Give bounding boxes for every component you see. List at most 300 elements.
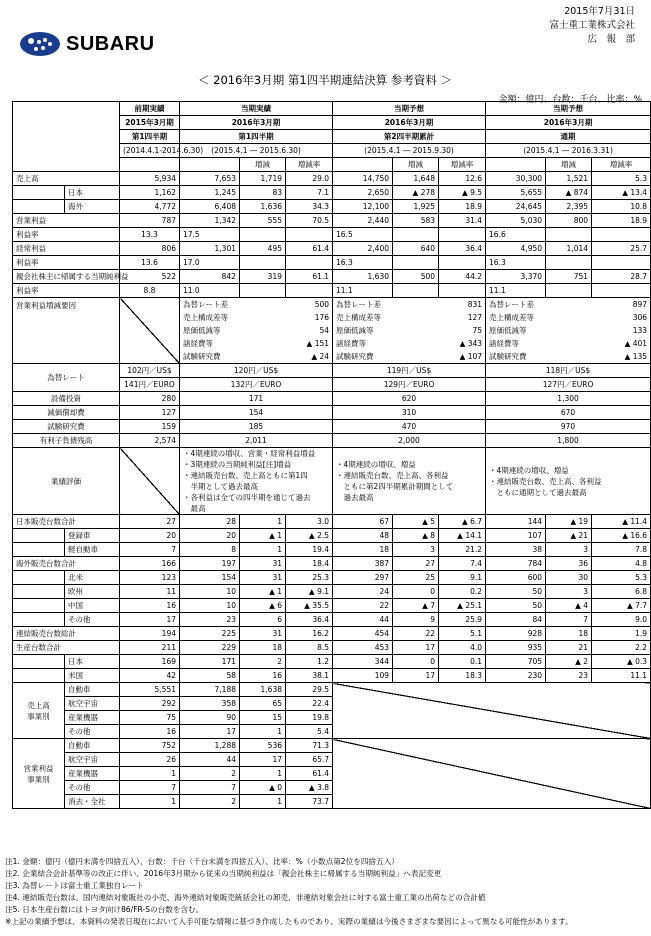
value-cell: 36 [546, 557, 592, 571]
value-cell: 19.4 [286, 543, 333, 557]
factor-item [336, 299, 482, 310]
table-row [13, 256, 651, 270]
factor-item [183, 312, 329, 323]
row-label: 海外販売台数合計 [13, 557, 120, 571]
factor-item [489, 351, 647, 362]
table-cell [592, 228, 651, 242]
note-1: 注1. 金額：億円（億円未満を四捨五入）、台数：千台（千台未満を四捨五入）、比率：%（小数点第2位を四捨五入） [5, 857, 399, 866]
value-cell: 800 [546, 214, 592, 228]
col-prev-title: 前期実績 [120, 102, 180, 116]
value-cell: ▲ 5 [393, 515, 439, 529]
doc-date: 2015年7月31日 [564, 6, 635, 17]
value-cell: 1 [120, 795, 180, 809]
value-cell: 31 [240, 571, 286, 585]
value-cell: 536 [240, 739, 286, 753]
value-cell: 71.3 [286, 739, 333, 753]
results-table [12, 101, 651, 809]
row-label: 有利子負債残高 [13, 434, 120, 448]
value-cell: 24,645 [486, 200, 546, 214]
value-cell: 144 [486, 515, 546, 529]
value-cell: ▲ 9.5 [439, 186, 486, 200]
value-cell: 1 [240, 725, 286, 739]
value-cell: 4,772 [120, 200, 180, 214]
value-cell: 123 [120, 571, 180, 585]
value-cell: 670 [486, 406, 651, 420]
value-cell: 555 [240, 214, 286, 228]
col-fc-fy-year: 2016年3月期 [486, 116, 651, 130]
value-cell: 17 [120, 613, 180, 627]
fx-value: 120円／US$ [180, 364, 333, 378]
value-cell: ▲ 2.5 [286, 529, 333, 543]
value-cell: 16 [120, 599, 180, 613]
value-cell: 5,030 [486, 214, 546, 228]
segment-label-line: 事業別 [27, 711, 50, 721]
col-prev-dates: (2014.4.1-2014.6.30) [120, 144, 180, 158]
value-cell: 2,650 [333, 186, 393, 200]
value-cell: 3 [546, 543, 592, 557]
value-cell: 14,750 [333, 172, 393, 186]
value-cell: 4.0 [439, 641, 486, 655]
value-cell: 154 [180, 571, 240, 585]
value-cell: 1 [120, 767, 180, 781]
value-cell: 7.1 [286, 186, 333, 200]
footnotes [5, 856, 645, 928]
table-cell [286, 256, 333, 270]
value-cell: 7 [546, 613, 592, 627]
value-cell: 1,162 [120, 186, 180, 200]
factor-cell [180, 311, 333, 324]
factor-value: ▲ 401 [624, 339, 648, 348]
value-cell: 27 [120, 515, 180, 529]
value-cell: 4.8 [592, 557, 651, 571]
row-label: 利益率 [13, 284, 120, 298]
value-cell: 10.8 [592, 200, 651, 214]
table-cell [180, 158, 240, 172]
row-label: その他 [65, 613, 120, 627]
value-cell: 1,638 [240, 683, 286, 697]
factor-label: 為替レート差 [183, 300, 228, 309]
value-cell: 27 [393, 557, 439, 571]
value-cell: 22 [393, 627, 439, 641]
value-cell: ▲ 0 [240, 781, 286, 795]
rate-header: 増減率 [592, 158, 651, 172]
value-cell: 16.5 [333, 228, 393, 242]
row-label: 消去・全社 [65, 795, 120, 809]
factor-item [489, 338, 647, 349]
value-cell: 387 [333, 557, 393, 571]
factor-cell [180, 350, 333, 364]
factor-value: 500 [314, 300, 330, 309]
brand-wordmark: SUBARU [66, 32, 155, 55]
value-cell: 67 [333, 515, 393, 529]
value-cell: 38 [486, 543, 546, 557]
value-cell: 2 [180, 795, 240, 809]
col-fc-fy-period: 通期 [486, 130, 651, 144]
value-cell: 70.5 [286, 214, 333, 228]
factor-value: 176 [314, 313, 330, 322]
segment-label-line: 事業別 [27, 774, 50, 784]
row-label: 利益率 [13, 228, 120, 242]
factor-value: 75 [472, 326, 483, 335]
value-cell: 6 [240, 613, 286, 627]
value-cell: 197 [180, 557, 240, 571]
rate-header: 増減率 [286, 158, 333, 172]
segment-label-line: 売上高 [27, 700, 50, 710]
fx-value: 132円／EURO [180, 378, 333, 392]
value-cell: 11.1 [486, 284, 546, 298]
value-cell: 11.0 [180, 284, 240, 298]
factor-label: 為替レート差 [336, 300, 382, 309]
value-cell: 17 [180, 725, 240, 739]
value-cell: 620 [333, 392, 486, 406]
value-cell: 806 [120, 242, 180, 256]
factor-label: 売上構成差等 [183, 313, 228, 322]
value-cell: 20 [180, 529, 240, 543]
value-cell: ▲ 13.4 [592, 186, 651, 200]
note-4: 注4. 連結販売台数は、国内連結対象販社の小売、海外連結対象販売統括会社の卸売、非連結対象会社に対する富士重工業の出荷などの合計値 [5, 893, 486, 902]
value-cell: 3,370 [486, 270, 546, 284]
row-label: 連結販売台数総計 [13, 627, 120, 641]
col-fc-fy-title: 当期予想 [486, 102, 651, 116]
table-cell [240, 284, 286, 298]
value-cell: ▲ 1 [240, 529, 286, 543]
value-cell: 0 [393, 655, 439, 669]
value-cell: ▲ 7 [393, 599, 439, 613]
row-label: 航空宇宙 [65, 697, 120, 711]
value-cell: 1,301 [180, 242, 240, 256]
units-note: 金額：億円、台数：千台、比率：% [498, 95, 642, 105]
value-cell: 211 [120, 641, 180, 655]
value-cell: ▲ 11.4 [592, 515, 651, 529]
value-cell: 0.1 [439, 655, 486, 669]
table-row [13, 641, 651, 655]
table-row [13, 448, 651, 515]
col-fc-h1-year: 2016年3月期 [333, 116, 486, 130]
value-cell: 30,300 [486, 172, 546, 186]
fx-value: 141円／EURO [120, 378, 180, 392]
table-row [13, 683, 651, 697]
diff-header: 増減 [240, 158, 286, 172]
value-cell: 583 [393, 214, 439, 228]
value-cell: 50 [486, 599, 546, 613]
value-cell: ▲ 1 [240, 585, 286, 599]
value-cell: 8 [180, 543, 240, 557]
table-cell [13, 529, 65, 543]
value-cell: ▲ 21 [546, 529, 592, 543]
value-cell: 3 [393, 543, 439, 557]
row-label: 産業機器 [65, 767, 120, 781]
value-cell: 18.4 [286, 557, 333, 571]
table-cell [13, 186, 65, 200]
table-row [13, 669, 651, 683]
value-cell: 16.3 [486, 256, 546, 270]
row-label: 軽自動車 [65, 543, 120, 557]
value-cell: 84 [486, 613, 546, 627]
segment-label-line: 営業利益 [23, 763, 54, 773]
value-cell: ▲ 2 [546, 655, 592, 669]
factor-label: 売上構成差等 [336, 313, 382, 322]
factor-cell [333, 298, 486, 312]
factor-value: 897 [632, 300, 648, 309]
value-cell: 19.8 [286, 711, 333, 725]
value-cell: 7,188 [180, 683, 240, 697]
row-label: 登録車 [65, 529, 120, 543]
value-cell: 30 [546, 571, 592, 585]
value-cell: 7,653 [180, 172, 240, 186]
factor-value: 127 [467, 313, 483, 322]
col-actual-dates: (2015.4.1 ― 2015.6.30) [180, 144, 333, 158]
row-label: 海外 [65, 200, 120, 214]
value-cell: 752 [120, 739, 180, 753]
value-cell: 34.3 [286, 200, 333, 214]
value-cell: 5.1 [439, 627, 486, 641]
value-cell: 7.4 [439, 557, 486, 571]
table-row [13, 529, 651, 543]
subaru-logo [20, 32, 155, 56]
value-cell: 6.8 [592, 585, 651, 599]
value-cell: 17.5 [180, 228, 240, 242]
fx-value: 119円／US$ [333, 364, 486, 378]
note-5: 注5. 日本生産台数にはトヨタ向け86/FR-Sの台数を含む。 [5, 905, 204, 914]
row-label: 経常利益 [13, 242, 120, 256]
value-cell: 0.2 [439, 585, 486, 599]
value-cell: 17.0 [180, 256, 240, 270]
value-cell: 5,655 [486, 186, 546, 200]
value-cell: 166 [120, 557, 180, 571]
value-cell: 16 [120, 725, 180, 739]
factor-value: ▲ 151 [306, 339, 330, 348]
table-cell [393, 228, 439, 242]
value-cell: 7.8 [592, 543, 651, 557]
value-cell: 3 [546, 585, 592, 599]
value-cell: 2 [180, 767, 240, 781]
table-row [13, 364, 651, 378]
table-row [13, 102, 651, 116]
value-cell: 9 [393, 613, 439, 627]
factor-value: ▲ 343 [459, 339, 483, 348]
value-cell: 159 [120, 420, 180, 434]
table-row [13, 557, 651, 571]
table-row [13, 284, 651, 298]
factor-value: 831 [467, 300, 483, 309]
factor-cell [486, 298, 651, 312]
value-cell: ▲ 19 [546, 515, 592, 529]
row-label: 設備投資 [13, 392, 120, 406]
value-cell: 17 [240, 753, 286, 767]
value-cell: 470 [333, 420, 486, 434]
col-fc-h1-title: 当期予想 [333, 102, 486, 116]
value-cell: 1,300 [486, 392, 651, 406]
diagonal-cell [333, 739, 651, 809]
value-cell: ▲ 3.8 [286, 781, 333, 795]
value-cell: 842 [180, 270, 240, 284]
table-cell [13, 655, 65, 669]
table-cell [120, 158, 180, 172]
value-cell: 292 [120, 697, 180, 711]
factor-value: 306 [632, 313, 648, 322]
factor-value: ▲ 135 [624, 352, 648, 361]
table-cell [240, 256, 286, 270]
row-label: その他 [65, 725, 120, 739]
factor-item [183, 338, 329, 349]
value-cell: 1,245 [180, 186, 240, 200]
col-fc-h1-dates: (2015.4.1 ― 2015.9.30) [333, 144, 486, 158]
value-cell: 787 [120, 214, 180, 228]
factor-label: 試験研究費 [183, 352, 221, 361]
value-cell: 5.4 [286, 725, 333, 739]
value-cell: 25.7 [592, 242, 651, 256]
value-cell: 928 [486, 627, 546, 641]
value-cell: 0 [393, 585, 439, 599]
factor-label: 原価低減等 [336, 326, 374, 335]
factor-item [183, 351, 329, 362]
value-cell: 1,521 [546, 172, 592, 186]
value-cell: 28.7 [592, 270, 651, 284]
value-cell: 61.4 [286, 767, 333, 781]
value-cell: 16.2 [286, 627, 333, 641]
diagonal-cell [333, 683, 651, 739]
value-cell: 1 [240, 767, 286, 781]
diagonal-cell [120, 298, 180, 364]
factor-cell [180, 324, 333, 337]
table-cell [13, 613, 65, 627]
value-cell: 280 [120, 392, 180, 406]
value-cell: 5,934 [120, 172, 180, 186]
header-blank [13, 102, 120, 172]
value-cell: 109 [333, 669, 393, 683]
value-cell: 12.6 [439, 172, 486, 186]
value-cell: 935 [486, 641, 546, 655]
value-cell: 26 [120, 753, 180, 767]
factor-label: 原価低減等 [183, 326, 221, 335]
value-cell: 970 [486, 420, 651, 434]
table-cell [286, 228, 333, 242]
value-cell: 319 [240, 270, 286, 284]
value-cell: 5,551 [120, 683, 180, 697]
factor-item [489, 325, 647, 336]
value-cell: 297 [333, 571, 393, 585]
value-cell: 31.4 [439, 214, 486, 228]
table-row [13, 270, 651, 284]
document-header [0, 0, 650, 105]
value-cell: 18.3 [439, 669, 486, 683]
table-row [13, 406, 651, 420]
factor-cell [333, 350, 486, 364]
value-cell: 1,719 [240, 172, 286, 186]
table-cell [439, 228, 486, 242]
diagonal-cell [120, 448, 180, 515]
factor-label: 諸経費等 [336, 339, 367, 348]
value-cell: 44.2 [439, 270, 486, 284]
value-cell: 21 [546, 641, 592, 655]
rate-header: 増減率 [439, 158, 486, 172]
table-cell [286, 284, 333, 298]
value-cell: 21.2 [439, 543, 486, 557]
table-row [13, 627, 651, 641]
value-cell: 6,408 [180, 200, 240, 214]
fx-value: 102円／US$ [120, 364, 180, 378]
value-cell: ▲ 278 [393, 186, 439, 200]
factor-cell [333, 324, 486, 337]
table-cell [13, 543, 65, 557]
value-cell: 1,800 [486, 434, 651, 448]
table-cell [13, 585, 65, 599]
value-cell: 453 [333, 641, 393, 655]
value-cell: 25 [393, 571, 439, 585]
value-cell: 10 [180, 585, 240, 599]
factor-cell [486, 350, 651, 364]
segment-label [13, 683, 65, 739]
value-cell: 230 [486, 669, 546, 683]
value-cell: 171 [180, 392, 333, 406]
factor-label: 諸経費等 [183, 339, 213, 348]
factor-cell [333, 337, 486, 350]
doc-title: ＜ 2016年3月期 第1四半期連結決算 参考資料 ＞ [197, 73, 453, 87]
table-row [13, 739, 651, 753]
factor-item [183, 299, 329, 310]
value-cell: 194 [120, 627, 180, 641]
value-cell: 225 [180, 627, 240, 641]
row-label: 北米 [65, 571, 120, 585]
factor-cell [180, 298, 333, 312]
table-cell [592, 284, 651, 298]
value-cell: 9.0 [592, 613, 651, 627]
value-cell: 9.1 [439, 571, 486, 585]
value-cell: 18 [333, 543, 393, 557]
value-cell: 1,630 [333, 270, 393, 284]
table-row [13, 420, 651, 434]
factor-value: ▲ 24 [311, 352, 330, 361]
value-cell: 10 [180, 599, 240, 613]
value-cell: 522 [120, 270, 180, 284]
value-cell: 5.3 [592, 571, 651, 585]
value-cell: ▲ 35.5 [286, 599, 333, 613]
table-cell [393, 284, 439, 298]
value-cell: 29.5 [286, 683, 333, 697]
row-label: 生産台数合計 [13, 641, 120, 655]
value-cell: ▲ 874 [546, 186, 592, 200]
table-row [13, 585, 651, 599]
value-cell: 22.4 [286, 697, 333, 711]
row-label: 日本 [65, 186, 120, 200]
value-cell: 50 [486, 585, 546, 599]
table-cell [546, 228, 592, 242]
value-cell: 16.6 [486, 228, 546, 242]
value-cell: 29.0 [286, 172, 333, 186]
value-cell: 13.3 [120, 228, 180, 242]
value-cell: 500 [393, 270, 439, 284]
note-3: 注3. 為替レートは富士重工業独自レート [5, 881, 144, 890]
row-label: 日本 [65, 655, 120, 669]
value-cell: 38.1 [286, 669, 333, 683]
value-cell: 73.7 [286, 795, 333, 809]
factor-value: 54 [319, 326, 330, 335]
value-cell: 2,574 [120, 434, 180, 448]
value-cell: 705 [486, 655, 546, 669]
row-label: 営業利益 [13, 214, 120, 228]
row-label: 利益率 [13, 256, 120, 270]
table-row [13, 515, 651, 529]
value-cell: 640 [393, 242, 439, 256]
value-cell: 171 [180, 655, 240, 669]
value-cell: 358 [180, 697, 240, 711]
value-cell: 1,925 [393, 200, 439, 214]
diff-header: 増減 [546, 158, 592, 172]
value-cell: 11.1 [333, 284, 393, 298]
value-cell: 1,014 [546, 242, 592, 256]
value-cell: 1,648 [393, 172, 439, 186]
value-cell: 31 [240, 557, 286, 571]
